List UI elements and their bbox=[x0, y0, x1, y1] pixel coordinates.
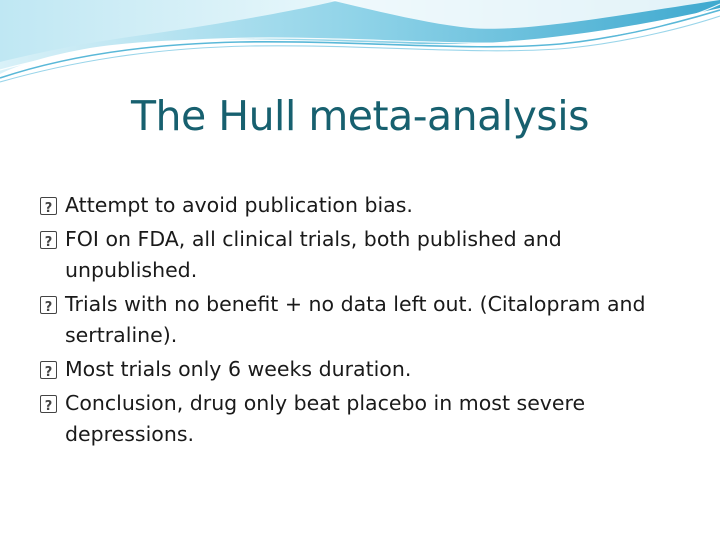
bullet-text: Attempt to avoid publication bias. bbox=[65, 193, 413, 217]
bullet-item bbox=[40, 289, 680, 351]
unrendered-glyph-box-icon bbox=[40, 197, 57, 215]
unrendered-glyph-box-icon bbox=[40, 361, 57, 379]
bullet-item bbox=[40, 190, 680, 221]
unrendered-glyph-box-icon bbox=[40, 231, 57, 249]
bullet-item bbox=[40, 388, 680, 450]
bullet-item bbox=[40, 224, 680, 286]
header-wave-decoration bbox=[0, 0, 720, 90]
bullet-text: Trials with no benefit + no data left out. (Citalopram and sertraline). bbox=[65, 292, 646, 347]
slide-title: The Hull meta-analysis bbox=[130, 92, 590, 140]
bullet-list bbox=[40, 190, 680, 453]
unrendered-glyph-box-icon bbox=[40, 296, 57, 314]
bullet-text: FOI on FDA, all clinical trials, both published and unpublished. bbox=[65, 227, 562, 282]
bullet-item bbox=[40, 354, 680, 385]
bullet-text: Most trials only 6 weeks duration. bbox=[65, 357, 412, 381]
unrendered-glyph-box-icon bbox=[40, 395, 57, 413]
bullet-text: Conclusion, drug only beat placebo in most severe depressions. bbox=[65, 391, 586, 446]
